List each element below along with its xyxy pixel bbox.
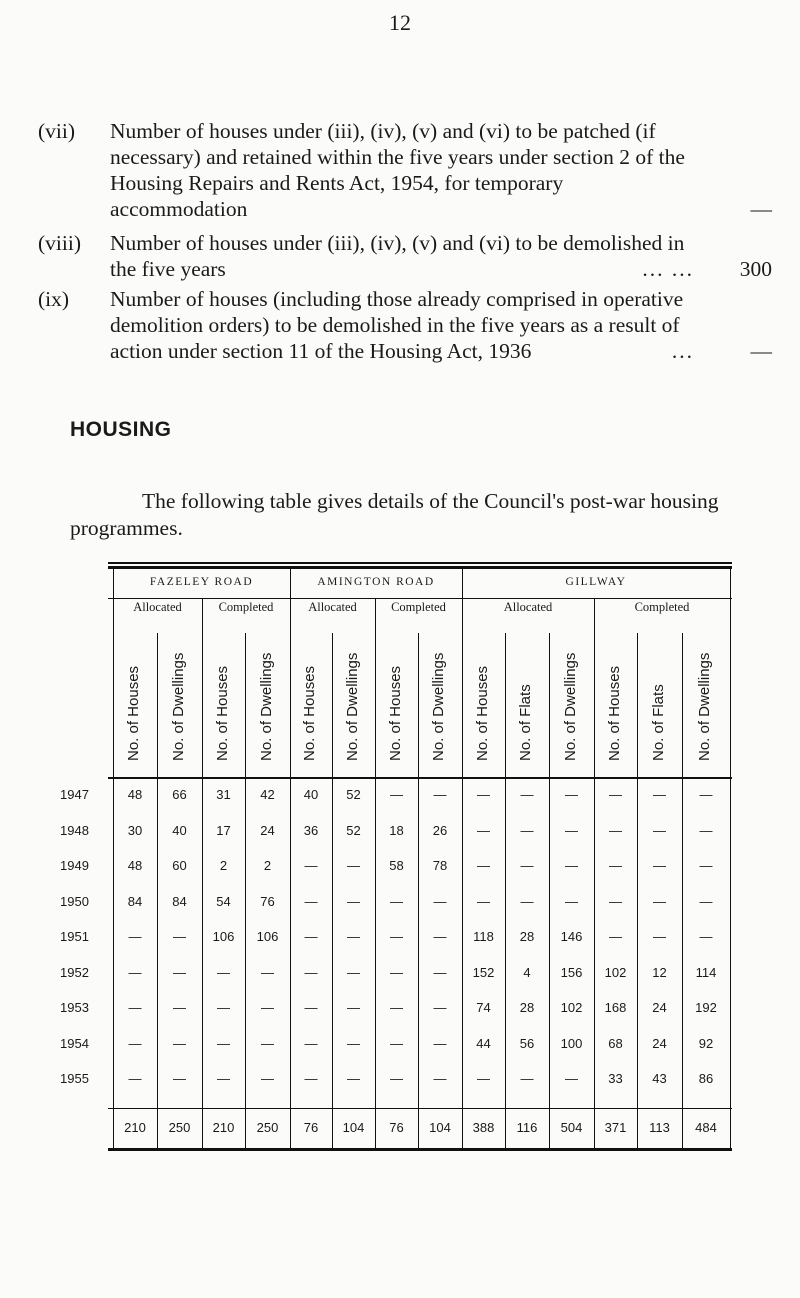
table-cell: —	[390, 1071, 403, 1086]
table-cell: —	[304, 1071, 318, 1086]
table-cell: —	[520, 893, 534, 909]
table-cell: 92	[698, 1035, 714, 1051]
group-heading: FAZELEY ROAD	[149, 576, 254, 588]
table-top-rule	[108, 562, 732, 564]
table-cell: —	[173, 1000, 186, 1015]
table-cell: —	[390, 893, 403, 909]
column-rule	[418, 633, 419, 1148]
column-heading	[299, 641, 323, 761]
table-cell: 2	[219, 858, 228, 873]
column-heading-label: No. of Dwellings	[696, 652, 713, 761]
total-cell: 116	[516, 1120, 538, 1135]
row-year: 1953	[60, 1000, 89, 1015]
table-cell: 156	[560, 964, 583, 980]
table-cell: 78	[432, 858, 448, 873]
table-cell: —	[347, 964, 360, 980]
table-cell: —	[304, 1035, 318, 1051]
clause-text: Number of houses (including those already comprised in operative demolition orders) to be demolished in the five years as a result of action under section 11 of the Housing Act, 1936	[110, 287, 684, 363]
table-cell: —	[173, 964, 186, 980]
section-heading: HOUSING	[70, 418, 172, 441]
table-cell: —	[128, 1035, 142, 1051]
table-cell: —	[477, 787, 490, 802]
table-cell: 168	[604, 1000, 627, 1015]
column-rule	[202, 598, 203, 1148]
column-rule	[113, 566, 114, 1148]
table-cell: 58	[389, 858, 404, 873]
table-cell: —	[390, 964, 403, 980]
table-cell: —	[217, 1035, 230, 1051]
clause-vii	[38, 118, 772, 222]
table-cell: —	[173, 929, 186, 944]
table-cell: 33	[608, 1071, 623, 1086]
table-cell: —	[609, 822, 622, 838]
table-cell: —	[433, 964, 447, 980]
column-heading	[123, 641, 147, 761]
column-rule	[290, 566, 291, 1148]
table-cell: —	[173, 1071, 186, 1086]
table-cell: —	[653, 822, 666, 838]
group-heading: GILLWAY	[565, 576, 627, 588]
column-rule	[682, 633, 683, 1148]
total-cell: 250	[256, 1120, 279, 1135]
column-heading-label: No. of Dwellings	[169, 652, 187, 761]
table-cell: —	[390, 1000, 403, 1015]
table-cell: —	[347, 1000, 360, 1015]
table-cell: —	[699, 787, 713, 802]
table-cell: —	[433, 787, 447, 802]
table-cell: 106	[212, 929, 235, 944]
table-cell: —	[520, 787, 534, 802]
table-cell: —	[347, 1071, 360, 1086]
column-rule	[730, 566, 731, 1148]
table-cell: —	[565, 893, 578, 909]
table-cell: —	[433, 1000, 447, 1015]
column-heading-label: No. of Houses	[605, 665, 623, 761]
table-cell: 12	[652, 964, 667, 980]
table-cell: —	[477, 893, 490, 909]
table-cell: —	[609, 858, 622, 873]
total-cell: 113	[649, 1120, 670, 1135]
table-cell: —	[304, 1000, 318, 1015]
column-heading	[648, 641, 672, 761]
table-cell: 30	[127, 822, 143, 838]
total-cell: 210	[124, 1120, 146, 1135]
data-bottom-rule	[108, 1108, 732, 1109]
column-heading-label: No. of Dwellings	[343, 652, 361, 761]
column-heading-label: No. of Dwellings	[430, 652, 447, 761]
column-heading-label: No. of Houses	[473, 665, 491, 761]
total-cell: 210	[212, 1120, 235, 1135]
table-cell: 40	[172, 822, 187, 838]
total-cell: 388	[472, 1120, 495, 1135]
column-heading	[472, 641, 496, 761]
table-cell: —	[390, 929, 403, 944]
table-cell: 17	[216, 822, 231, 838]
total-cell: 104	[342, 1120, 365, 1135]
subgroup-heading: Allocated	[133, 600, 182, 614]
intro-paragraph: The following table gives details of the Council's post-war housing programmes.	[70, 489, 719, 540]
row-year: 1952	[60, 964, 89, 980]
table-cell: —	[477, 1071, 490, 1086]
table-cell: —	[261, 1000, 274, 1015]
column-rule	[549, 633, 550, 1148]
column-heading-label: No. of Houses	[125, 665, 142, 761]
table-cell: —	[653, 858, 666, 873]
table-cell: —	[520, 822, 534, 838]
total-cell: 76	[303, 1120, 319, 1135]
column-rule	[637, 633, 638, 1148]
table-top-rule-heavy	[108, 566, 732, 569]
total-cell: 504	[560, 1120, 583, 1135]
table-cell: 48	[127, 787, 143, 802]
table-cell: —	[653, 893, 666, 909]
clause-number: (viii)	[38, 231, 81, 255]
table-cell: —	[699, 822, 713, 838]
group-heading: AMINGTON ROAD	[317, 576, 435, 588]
table-cell: —	[609, 787, 622, 802]
table-cell: 102	[560, 1000, 583, 1015]
clause-value: 300	[739, 257, 772, 281]
table-cell: —	[433, 929, 447, 944]
clause-dots: ...	[671, 339, 694, 363]
header-bottom-rule	[108, 777, 732, 779]
row-year: 1950	[60, 893, 89, 909]
column-heading	[212, 641, 236, 761]
table-cell: 36	[303, 822, 319, 838]
row-year: 1951	[60, 929, 89, 944]
table-cell: 146	[560, 929, 583, 944]
row-year: 1949	[60, 858, 89, 873]
row-year: 1947	[60, 787, 89, 802]
table-cell: —	[347, 1035, 360, 1051]
total-cell: 484	[695, 1120, 717, 1135]
column-rule	[505, 633, 506, 1148]
table-cell: —	[699, 893, 713, 909]
column-heading-label: No. of Dwellings	[257, 652, 275, 761]
table-cell: —	[304, 893, 318, 909]
table-cell: 100	[560, 1035, 583, 1051]
column-heading	[515, 641, 539, 761]
table-cell: 114	[695, 964, 717, 980]
table-cell: —	[565, 822, 578, 838]
table-cell: 40	[303, 787, 319, 802]
table-cell: 4	[523, 964, 531, 980]
table-cell: —	[261, 1071, 274, 1086]
table-cell: 74	[476, 1000, 491, 1015]
table-cell: —	[347, 858, 360, 873]
subgroup-heading: Allocated	[308, 600, 357, 614]
table-cell: 26	[432, 822, 448, 838]
clause-value: —	[750, 339, 772, 363]
column-rule	[462, 566, 463, 1148]
clause-number: (vii)	[38, 119, 76, 143]
table-cell: —	[390, 787, 403, 802]
table-cell: —	[304, 858, 318, 873]
group-rule	[108, 598, 732, 599]
table-cell: 52	[346, 822, 361, 838]
clause-ix	[38, 286, 772, 364]
table-cell: 54	[216, 893, 231, 909]
table-cell: 118	[473, 929, 494, 944]
column-heading	[385, 641, 409, 761]
column-heading	[168, 641, 192, 761]
table-cell: —	[128, 964, 142, 980]
table-cell: 44	[476, 1035, 491, 1051]
table-cell: —	[699, 929, 713, 944]
subgroup-heading: Allocated	[503, 600, 553, 614]
table-cell: 84	[127, 893, 143, 909]
clause-dots: ... ...	[642, 257, 694, 281]
table-cell: 24	[652, 1035, 667, 1051]
table-cell: —	[217, 1000, 230, 1015]
column-heading	[428, 641, 452, 761]
table-cell: —	[433, 1035, 447, 1051]
clause-text: Number of houses under (iii), (iv), (v) and (vi) to be demolished in the five years	[110, 231, 685, 281]
column-heading	[560, 641, 584, 761]
table-bottom-rule	[108, 1148, 732, 1151]
table-cell: 66	[172, 787, 187, 802]
total-cell: 104	[429, 1120, 451, 1135]
table-cell: 52	[346, 787, 361, 802]
table-cell: —	[128, 929, 142, 944]
table-cell: 192	[695, 1000, 717, 1015]
column-rule	[157, 633, 158, 1148]
table-cell: —	[217, 1071, 230, 1086]
table-cell: —	[653, 929, 666, 944]
table-cell: —	[565, 1071, 578, 1086]
subgroup-heading: Completed	[391, 600, 446, 614]
table-cell: 152	[472, 964, 495, 980]
table-cell: —	[433, 1071, 447, 1086]
column-heading	[256, 641, 280, 761]
table-cell: 28	[519, 1000, 535, 1015]
table-cell: —	[128, 1000, 142, 1015]
column-heading-label: No. of Houses	[213, 665, 231, 761]
table-cell: 106	[256, 929, 279, 944]
clause-viii	[38, 230, 772, 282]
column-heading-label: No. of Flats	[649, 684, 667, 761]
table-cell: 28	[519, 929, 535, 944]
table-cell: —	[304, 929, 318, 944]
row-year: 1955	[60, 1071, 89, 1086]
column-heading-label: No. of Dwellings	[561, 652, 579, 761]
table-cell: —	[261, 964, 274, 980]
column-rule	[375, 598, 376, 1148]
table-cell: —	[390, 1035, 403, 1051]
table-cell: —	[565, 858, 578, 873]
table-cell: 102	[604, 964, 627, 980]
column-heading	[342, 641, 366, 761]
table-cell: 84	[172, 893, 187, 909]
column-heading-label: No. of Flats	[517, 684, 534, 761]
table-cell: —	[347, 893, 360, 909]
subgroup-heading: Completed	[634, 600, 690, 614]
table-cell: —	[128, 1071, 142, 1086]
row-year: 1954	[60, 1035, 89, 1051]
table-cell: —	[433, 893, 447, 909]
table-cell: —	[699, 858, 713, 873]
table-cell: 42	[260, 787, 275, 802]
table-cell: 43	[652, 1071, 667, 1086]
table-cell: —	[261, 1035, 274, 1051]
table-cell: —	[520, 1071, 534, 1086]
column-rule	[594, 598, 595, 1148]
column-rule	[332, 633, 333, 1148]
clause-value: —	[750, 197, 772, 221]
table-cell: —	[520, 858, 534, 873]
total-cell: 250	[168, 1120, 191, 1135]
table-cell: 76	[260, 893, 275, 909]
clause-text: Number of houses under (iii), (iv), (v) and (vi) to be patched (if necessary) and retained within the five years under section 2 of the Housing Repairs and Rents Act, 1954, for temporary accommodation	[110, 119, 685, 221]
table-cell: —	[653, 787, 666, 802]
subgroup-heading: Completed	[218, 600, 274, 614]
column-rule	[245, 633, 246, 1148]
table-cell: —	[477, 858, 490, 873]
column-heading-label: No. of Houses	[386, 665, 404, 761]
table-cell: —	[477, 822, 490, 838]
table-cell: 60	[172, 858, 187, 873]
table-cell: 31	[216, 787, 231, 802]
table-cell: 2	[263, 858, 272, 873]
table-cell: —	[347, 929, 360, 944]
table-cell: 48	[127, 858, 143, 873]
page-number: 12	[389, 10, 411, 35]
table-cell: 18	[389, 822, 404, 838]
total-cell: 371	[604, 1120, 627, 1135]
column-heading-label: No. of Houses	[301, 665, 318, 761]
clause-number: (ix)	[38, 287, 70, 311]
table-cell: 68	[608, 1035, 623, 1051]
table-cell: —	[304, 964, 318, 980]
table-cell: —	[609, 929, 622, 944]
table-cell: 56	[519, 1035, 535, 1051]
table-cell: —	[565, 787, 578, 802]
row-year: 1948	[60, 822, 89, 838]
table-cell: 86	[698, 1071, 714, 1086]
column-heading	[604, 641, 628, 761]
total-cell: 76	[389, 1120, 404, 1135]
table-cell: —	[217, 964, 230, 980]
table-cell: 24	[652, 1000, 667, 1015]
column-heading	[694, 641, 718, 761]
table-cell: —	[173, 1035, 186, 1051]
table-cell: —	[609, 893, 622, 909]
table-cell: 24	[260, 822, 275, 838]
